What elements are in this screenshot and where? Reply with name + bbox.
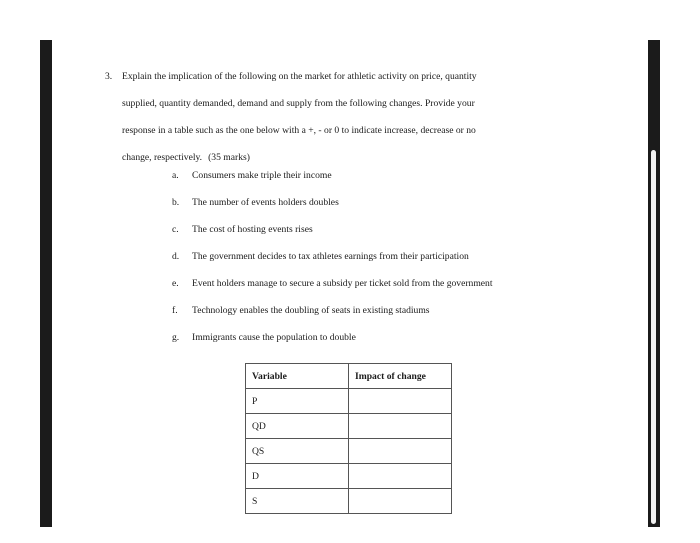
left-frame-bar xyxy=(40,40,52,527)
list-item xyxy=(172,270,493,297)
list-item xyxy=(172,243,493,270)
list-item xyxy=(172,216,493,243)
item-letter: a. xyxy=(172,170,179,181)
table-row xyxy=(246,464,452,489)
question-line: Explain the implication of the following on the market for athletic activity on price, quantity xyxy=(122,71,477,82)
impact-table xyxy=(245,363,452,514)
question-line: supplied, quantity demanded, demand and supply from the following changes. Provide your xyxy=(122,98,475,109)
impact-cell xyxy=(349,464,452,489)
impact-cell xyxy=(349,489,452,514)
variable-cell: P xyxy=(246,389,349,414)
scrollbar-thumb[interactable] xyxy=(651,150,656,524)
item-letter: f. xyxy=(172,305,178,316)
document-page xyxy=(52,40,648,527)
list-item xyxy=(172,162,493,189)
item-text: The government decides to tax athletes earnings from their participation xyxy=(192,251,469,262)
variable-cell: QS xyxy=(246,439,349,464)
list-item xyxy=(172,189,493,216)
table-row xyxy=(246,439,452,464)
impact-cell xyxy=(349,414,452,439)
list-item xyxy=(172,297,493,324)
question-marks: (35 marks) xyxy=(208,152,250,163)
table-row xyxy=(246,489,452,514)
table-row xyxy=(246,414,452,439)
variable-cell: D xyxy=(246,464,349,489)
change-list xyxy=(172,162,493,351)
item-text: The number of events holders doubles xyxy=(192,197,339,208)
impact-cell xyxy=(349,439,452,464)
question-block xyxy=(105,63,592,171)
variable-cell: S xyxy=(246,489,349,514)
table-header-row xyxy=(246,364,452,389)
list-item xyxy=(172,324,493,351)
item-text: Consumers make triple their income xyxy=(192,170,332,181)
variable-cell: QD xyxy=(246,414,349,439)
question-line: change, respectively. xyxy=(122,152,203,163)
table-row xyxy=(246,389,452,414)
item-text: Immigrants cause the population to double xyxy=(192,332,356,343)
question-line: response in a table such as the one below with a +, - or 0 to indicate increase, decrease or no xyxy=(122,125,476,136)
item-letter: g. xyxy=(172,332,180,343)
item-text: The cost of hosting events rises xyxy=(192,224,313,235)
item-text: Technology enables the doubling of seats in existing stadiums xyxy=(192,305,430,316)
column-header-impact: Impact of change xyxy=(349,364,452,389)
item-letter: b. xyxy=(172,197,180,208)
question-number: 3. xyxy=(105,71,113,82)
column-header-variable: Variable xyxy=(246,364,349,389)
impact-cell xyxy=(349,389,452,414)
item-letter: d. xyxy=(172,251,180,262)
item-text: Event holders manage to secure a subsidy per ticket sold from the government xyxy=(192,278,493,289)
item-letter: c. xyxy=(172,224,179,235)
item-letter: e. xyxy=(172,278,179,289)
